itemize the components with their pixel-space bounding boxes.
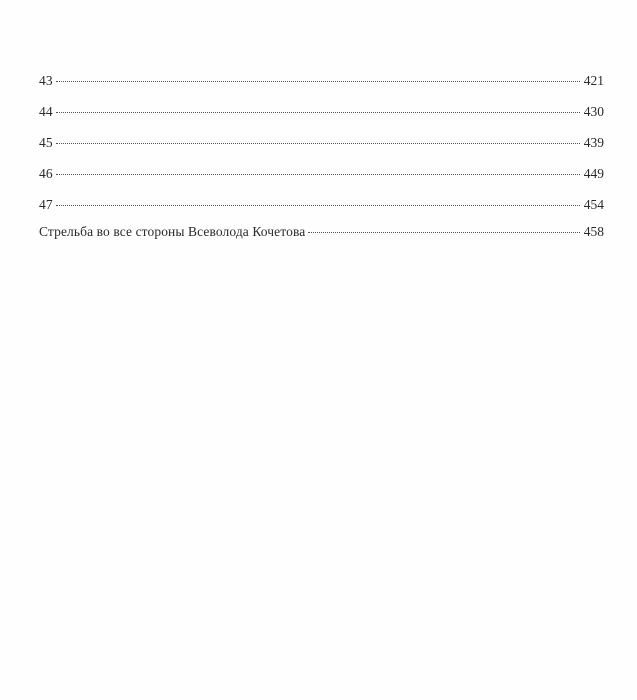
dotted-leader	[308, 231, 579, 233]
dotted-leader	[56, 204, 580, 206]
toc-entry-45	[39, 127, 604, 158]
dotted-leader	[56, 80, 580, 82]
toc-entry-title: 47	[39, 197, 53, 212]
toc-entry-43	[39, 65, 604, 96]
toc-entry-44	[39, 96, 604, 127]
toc-entry-title: 43	[39, 73, 53, 88]
table-of-contents	[39, 65, 604, 244]
toc-entry-page-number: 449	[583, 166, 604, 181]
toc-entry-page-number: 458	[583, 224, 604, 239]
dotted-leader	[56, 142, 580, 144]
toc-entry-page-number: 421	[583, 73, 604, 88]
toc-entry-47	[39, 189, 604, 220]
toc-entry-afterword	[39, 220, 604, 244]
dotted-leader	[56, 111, 580, 113]
toc-entry-title: 46	[39, 166, 53, 181]
dotted-leader	[56, 173, 580, 175]
toc-entry-title: 45	[39, 135, 53, 150]
toc-entry-page-number: 430	[583, 104, 604, 119]
toc-entry-page-number: 439	[583, 135, 604, 150]
toc-entry-page-number: 454	[583, 197, 604, 212]
toc-entry-46	[39, 158, 604, 189]
toc-entry-title: 44	[39, 104, 53, 119]
toc-entry-title: Стрельба во все стороны Всеволода Кочетова	[39, 224, 306, 239]
